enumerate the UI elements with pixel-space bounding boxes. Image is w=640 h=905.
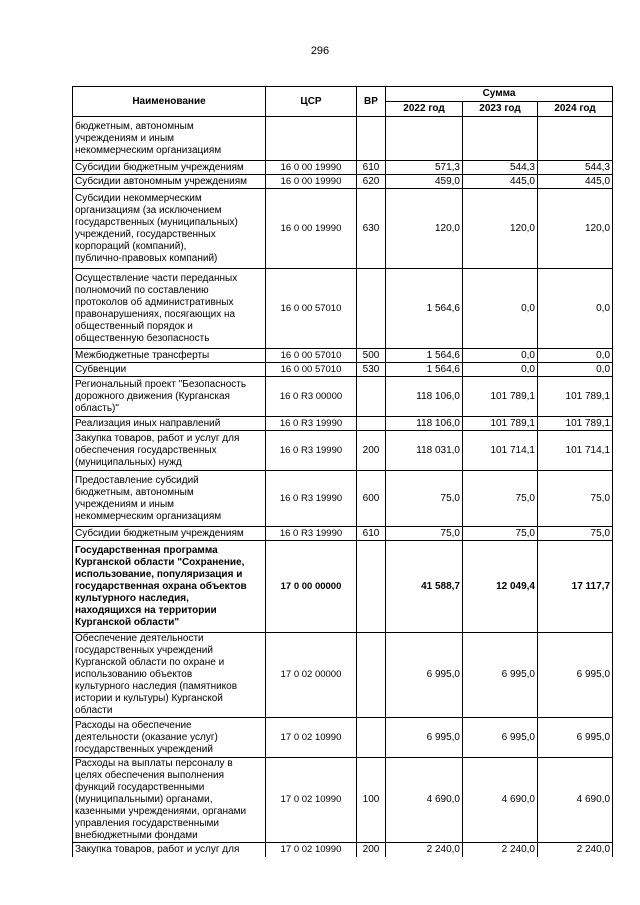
row-csr-cell: 16 0 00 57010	[266, 363, 357, 377]
row-value-2023: 0,0	[463, 269, 538, 349]
row-vr-cell	[357, 633, 386, 718]
header-csr: ЦСР	[266, 87, 357, 117]
row-value-2022: 75,0	[386, 527, 463, 541]
row-csr-cell: 16 0 R3 19990	[266, 471, 357, 527]
row-value-2022: 571,3	[386, 161, 463, 175]
row-value-2022: 41 588,7	[386, 541, 463, 633]
page-number: 296	[310, 45, 330, 57]
row-name-cell: Региональный проект "Безопасность дорожного движения (Курганская область)"	[73, 377, 266, 417]
row-name-cell: Осуществление части переданных полномочий по составлению протоколов об административных правонарушениях, посягающих на общественный порядок и общественную безопасность	[73, 269, 266, 349]
table-row	[73, 363, 613, 377]
row-vr-cell: 620	[357, 175, 386, 189]
row-vr-cell	[357, 377, 386, 417]
row-value-2024: 120,0	[538, 189, 613, 269]
table-row	[73, 541, 613, 633]
row-value-2023: 75,0	[463, 527, 538, 541]
row-value-2022: 118 106,0	[386, 417, 463, 431]
row-name-cell: Субсидии бюджетным учреждениям	[73, 527, 266, 541]
table-row	[73, 843, 613, 857]
row-csr-cell: 17 0 02 10990	[266, 843, 357, 857]
row-value-2024: 101 789,1	[538, 417, 613, 431]
row-value-2022: 6 995,0	[386, 633, 463, 718]
row-value-2022: 459,0	[386, 175, 463, 189]
table-row	[73, 471, 613, 527]
row-value-2023: 120,0	[463, 189, 538, 269]
row-vr-cell	[357, 269, 386, 349]
row-value-2024: 101 789,1	[538, 377, 613, 417]
row-vr-cell: 100	[357, 758, 386, 843]
row-value-2024	[538, 117, 613, 161]
row-value-2022: 4 690,0	[386, 758, 463, 843]
row-value-2023: 75,0	[463, 471, 538, 527]
table-body	[73, 117, 613, 857]
row-value-2023: 4 690,0	[463, 758, 538, 843]
row-vr-cell: 610	[357, 161, 386, 175]
row-value-2023: 12 049,4	[463, 541, 538, 633]
row-csr-cell: 16 0 00 19990	[266, 189, 357, 269]
row-vr-cell: 530	[357, 363, 386, 377]
row-value-2022: 1 564,6	[386, 269, 463, 349]
row-value-2022: 75,0	[386, 471, 463, 527]
row-name-cell: бюджетным, автономным учреждениям и иным некоммерческим организациям	[73, 117, 266, 161]
row-name-cell: Межбюджетные трансферты	[73, 349, 266, 363]
row-value-2022	[386, 117, 463, 161]
header-year-2024: 2024 год	[538, 102, 613, 117]
table-header	[73, 87, 613, 117]
row-name-cell: Государственная программа Курганской области "Сохранение, использование, популяризация и государственная охрана объектов культурного наследия, находящихся на территории Курганской области"	[73, 541, 266, 633]
header-year-2022: 2022 год	[386, 102, 463, 117]
table-row	[73, 527, 613, 541]
row-csr-cell: 16 0 00 19990	[266, 161, 357, 175]
row-csr-cell	[266, 117, 357, 161]
row-csr-cell: 17 0 02 00000	[266, 633, 357, 718]
row-csr-cell: 16 0 R3 00000	[266, 377, 357, 417]
row-csr-cell: 17 0 02 10990	[266, 758, 357, 843]
row-vr-cell	[357, 117, 386, 161]
row-value-2022: 6 995,0	[386, 718, 463, 758]
row-value-2024: 0,0	[538, 349, 613, 363]
row-value-2024: 2 240,0	[538, 843, 613, 857]
row-value-2023: 0,0	[463, 363, 538, 377]
table-row	[73, 758, 613, 843]
row-value-2022: 118 031,0	[386, 431, 463, 471]
table-row	[73, 161, 613, 175]
row-vr-cell: 600	[357, 471, 386, 527]
header-name: Наименование	[73, 87, 266, 117]
row-value-2024: 4 690,0	[538, 758, 613, 843]
row-name-cell: Реализация иных направлений	[73, 417, 266, 431]
row-value-2023: 544,3	[463, 161, 538, 175]
row-name-cell: Закупка товаров, работ и услуг для	[73, 843, 266, 857]
row-value-2023: 6 995,0	[463, 718, 538, 758]
row-value-2023	[463, 117, 538, 161]
row-csr-cell: 16 0 00 57010	[266, 269, 357, 349]
table-row	[73, 718, 613, 758]
row-name-cell: Закупка товаров, работ и услуг для обеспечения государственных (муниципальных) нужд	[73, 431, 266, 471]
row-value-2023: 101 714,1	[463, 431, 538, 471]
table-row	[73, 377, 613, 417]
table-row	[73, 633, 613, 718]
row-value-2023: 6 995,0	[463, 633, 538, 718]
row-csr-cell: 16 0 R3 19990	[266, 431, 357, 471]
table-row	[73, 417, 613, 431]
table-row	[73, 189, 613, 269]
row-value-2022: 118 106,0	[386, 377, 463, 417]
row-value-2022: 1 564,6	[386, 363, 463, 377]
row-name-cell: Субвенции	[73, 363, 266, 377]
row-value-2024: 445,0	[538, 175, 613, 189]
row-name-cell: Предоставление субсидий бюджетным, автономным учреждениям и иным некоммерческим организациям	[73, 471, 266, 527]
row-value-2024: 17 117,7	[538, 541, 613, 633]
row-vr-cell	[357, 541, 386, 633]
row-vr-cell	[357, 718, 386, 758]
row-value-2023: 101 789,1	[463, 377, 538, 417]
row-value-2024: 75,0	[538, 527, 613, 541]
row-value-2023: 101 789,1	[463, 417, 538, 431]
table-row	[73, 117, 613, 161]
header-vr: ВР	[357, 87, 386, 117]
row-vr-cell: 200	[357, 843, 386, 857]
row-value-2023: 0,0	[463, 349, 538, 363]
row-name-cell: Субсидии бюджетным учреждениям	[73, 161, 266, 175]
row-value-2023: 2 240,0	[463, 843, 538, 857]
row-value-2022: 1 564,6	[386, 349, 463, 363]
row-vr-cell: 200	[357, 431, 386, 471]
row-csr-cell: 16 0 00 19990	[266, 175, 357, 189]
table-row	[73, 175, 613, 189]
row-csr-cell: 17 0 02 10990	[266, 718, 357, 758]
budget-table	[72, 86, 613, 857]
row-value-2022: 120,0	[386, 189, 463, 269]
row-vr-cell	[357, 417, 386, 431]
header-year-2023: 2023 год	[463, 102, 538, 117]
row-csr-cell: 16 0 00 57010	[266, 349, 357, 363]
row-value-2024: 101 714,1	[538, 431, 613, 471]
row-name-cell: Субсидии некоммерческим организациям (за исключением государственных (муниципальных) учреждений, государственных корпораций (компаний), публично-правовых компаний)	[73, 189, 266, 269]
row-value-2024: 6 995,0	[538, 633, 613, 718]
table-row	[73, 349, 613, 363]
row-vr-cell: 500	[357, 349, 386, 363]
row-vr-cell: 610	[357, 527, 386, 541]
row-vr-cell: 630	[357, 189, 386, 269]
row-value-2024: 544,3	[538, 161, 613, 175]
table-row	[73, 431, 613, 471]
row-value-2024: 75,0	[538, 471, 613, 527]
row-value-2022: 2 240,0	[386, 843, 463, 857]
row-value-2023: 445,0	[463, 175, 538, 189]
row-name-cell: Обеспечение деятельности государственных учреждений Курганской области по охране и использованию объектов культурного наследия (памятников истории и культуры) Курганской области	[73, 633, 266, 718]
row-csr-cell: 16 0 R3 19990	[266, 417, 357, 431]
row-csr-cell: 16 0 R3 19990	[266, 527, 357, 541]
table-row	[73, 269, 613, 349]
row-value-2024: 0,0	[538, 269, 613, 349]
row-name-cell: Расходы на обеспечение деятельности (оказание услуг) государственных учреждений	[73, 718, 266, 758]
row-name-cell: Расходы на выплаты персоналу в целях обеспечения выполнения функций государственными (муниципальными) органами, казенными учреждениями, органами управления государственными внебюджетными фондами	[73, 758, 266, 843]
header-sum: Сумма	[386, 87, 613, 102]
row-name-cell: Субсидии автономным учреждениям	[73, 175, 266, 189]
row-value-2024: 0,0	[538, 363, 613, 377]
row-csr-cell: 17 0 00 00000	[266, 541, 357, 633]
row-value-2024: 6 995,0	[538, 718, 613, 758]
